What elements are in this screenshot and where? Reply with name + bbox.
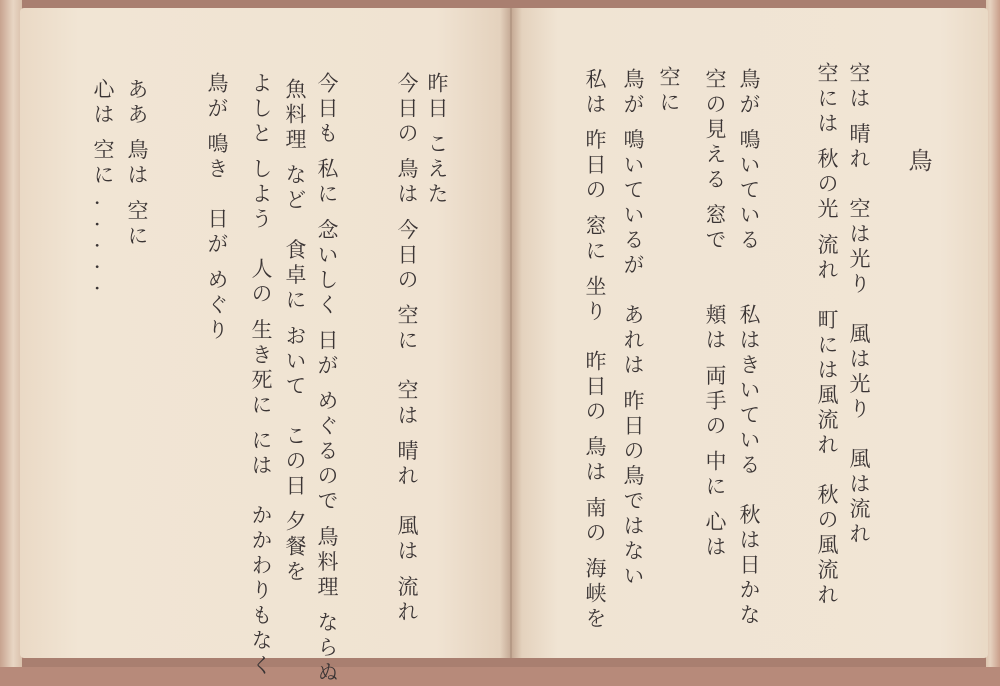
page-stack-left-edge (0, 0, 22, 667)
page-stack-right-edge (986, 0, 1000, 667)
poem-line: 鳥が 鳴き 日が めぐり (205, 72, 229, 344)
poem-line: ああ 鳥は 空に (125, 78, 149, 250)
poem-line: 今日の 鳥は 今日の 空に 空は 晴れ 風は 流れ (395, 72, 419, 626)
right-page (510, 8, 988, 658)
left-page (20, 8, 510, 686)
poem-line: 鳥が 鳴いているが あれは 昨日の鳥ではない (621, 68, 645, 590)
poem-line: 今日も 私に 念いしく 日が めぐるので 鳥料理 ならぬ (315, 72, 339, 686)
poem-line: 空には 秋の光 流れ 町には風流れ 秋の風流れ (815, 62, 839, 609)
poem-line: 私は 昨日の 窓に 坐り 昨日の 鳥は 南の 海峡を (583, 68, 607, 633)
poem-line: 空の見える 窓で 頬は 両手の 中に 心は (703, 68, 727, 561)
poem-line: よしと しよう 人の 生き死に には かかわりもなく (249, 72, 273, 680)
poem-line: 空に (657, 66, 681, 116)
book-gutter (500, 8, 522, 658)
poem-line: 空は 晴れ 空は光り 風は光り 風は流れ (847, 62, 871, 548)
poem-line: 心は 空に . . . . . (91, 78, 115, 296)
poem-line: 昨日 こえた (425, 72, 449, 208)
poem-line: 魚料理 など 食卓に おいて この日 夕餐を (283, 78, 307, 586)
poem-title: 鳥 (904, 148, 932, 176)
poem-line: 鳥が 鳴いている 私はきいている 秋は日かな (737, 68, 761, 629)
